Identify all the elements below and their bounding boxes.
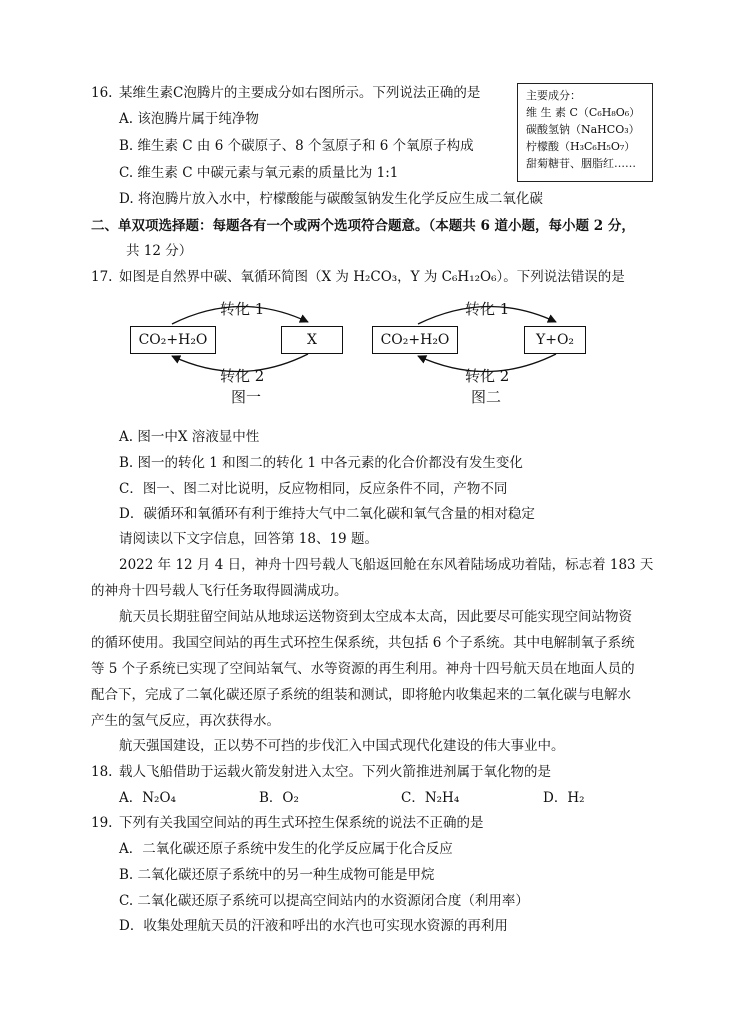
- section2-heading-cont: 共 12 分）: [126, 243, 193, 259]
- q16-option-d: D. 将泡腾片放入水中，柠檬酸能与碳酸氢钠发生化学反应生成二氧化碳: [119, 191, 543, 207]
- q16-option-b: B. 维生素 C 由 6 个碳原子、8 个氢原子和 6 个氧原子构成: [119, 138, 474, 154]
- passage-line-2: 的神舟十四号载人飞行任务取得圆满成功。: [91, 583, 348, 599]
- fig2-caption: 图二: [471, 388, 502, 406]
- q19-stem: 下列有关我国空间站的再生式环控生保系统的说法不正确的是: [119, 815, 484, 831]
- ingredients-title: 主要成分：: [526, 89, 581, 102]
- ingredient-others: 甜菊糖苷、胭脂红……: [526, 157, 636, 170]
- ingredient-sodium-bicarbonate: 碳酸氢钠（NaHCO₃）: [526, 123, 640, 136]
- q19-option-b: B. 二氧化碳还原子系统中的另一种生成物可能是甲烷: [119, 867, 435, 883]
- fig2-label-transform-2: 转化 2: [465, 367, 510, 385]
- section2-heading: 二、单双项选择题：每题各有一个或两个选项符合题意。（本题共 6 道小题，每小题 2 分，: [91, 218, 635, 234]
- q18-stem: 载人飞船借助于运载火箭发射进入太空。下列火箭推进剂属于氧化物的是: [119, 764, 551, 780]
- q18-option-b: B．O₂: [259, 790, 299, 806]
- fig1-label-transform-1: 转化 1: [220, 300, 265, 318]
- q17-option-a: A. 图一中X 溶液显中性: [119, 429, 260, 445]
- passage-line-8: 航天强国建设，正以势不可挡的步伐汇入中国式现代化建设的伟大事业中。: [119, 738, 565, 754]
- fig2-node-y-o2: Y+O₂: [524, 326, 586, 354]
- passage-line-7: 产生的氢气反应，再次获得水。: [91, 713, 280, 729]
- fig1-caption: 图一: [231, 388, 262, 406]
- q16-option-a: A. 该泡腾片属于纯净物: [119, 111, 259, 127]
- q18-option-a: A．N₂O₄: [119, 790, 176, 806]
- passage-line-1: 2022 年 12 月 4 日，神舟十四号载人飞船返回舱在东风着陆场成功着陆，标志着 183 天: [119, 557, 654, 573]
- q18-option-d: D．H₂: [543, 790, 585, 806]
- passage-intro: 请阅读以下文字信息，回答第 18、19 题。: [119, 531, 378, 547]
- fig1-node-co2-h2o: CO₂+H₂O: [130, 326, 216, 354]
- fig2-label-transform-1: 转化 1: [465, 300, 510, 318]
- q17-number: 17.: [91, 269, 113, 285]
- q16-number: 16.: [91, 85, 113, 101]
- fig1-label-transform-2: 转化 2: [220, 367, 265, 385]
- q18-number: 18.: [91, 764, 113, 780]
- q17-stem: 如图是自然界中碳、氧循环简图（X 为 H₂CO₃，Y 为 C₆H₁₂O₆）。下列说法错误的是: [119, 269, 625, 285]
- passage-line-6: 配合下，完成了二氧化碳还原子系统的组装和测试，即将舱内收集起来的二氧化碳与电解水: [91, 687, 631, 703]
- passage-line-5: 等 5 个子系统已实现了空间站氧气、水等资源的再生利用。神舟十四号航天员在地面人员的: [91, 661, 635, 677]
- ingredients-box: [517, 83, 653, 182]
- q16-stem: 某维生素C泡腾片的主要成分如右图所示。下列说法正确的是: [119, 85, 481, 101]
- q17-option-c: C．图一、图二对比说明，反应物相同，反应条件不同，产物不同: [119, 481, 508, 497]
- q19-number: 19.: [91, 815, 113, 831]
- q19-option-c: C. 二氧化碳还原子系统可以提高空间站内的水资源闭合度（利用率）: [119, 893, 529, 909]
- q19-option-a: A．二氧化碳还原子系统中发生的化学反应属于化合反应: [119, 841, 453, 857]
- fig2-node-co2-h2o: CO₂+H₂O: [372, 326, 458, 354]
- q17-option-d: D．碳循环和氧循环有利于维持大气中二氧化碳和氧气含量的相对稳定: [119, 506, 535, 522]
- ingredient-vitamin-c: 维 生 素 C（C₆H₈O₆）: [526, 106, 641, 119]
- passage-line-3: 航天员长期驻留空间站从地球运送物资到太空成本太高，因此要尽可能实现空间站物资: [119, 609, 632, 625]
- q17-option-b: B. 图一的转化 1 和图二的转化 1 中各元素的化合价都没有发生变化: [119, 455, 523, 471]
- q19-option-d: D．收集处理航天员的汗液和呼出的水汽也可实现水资源的再利用: [119, 918, 508, 934]
- ingredient-citric-acid: 柠檬酸（H₃C₆H₅O₇）: [526, 140, 636, 153]
- q16-option-c: C. 维生素 C 中碳元素与氧元素的质量比为 1:1: [119, 165, 399, 181]
- passage-line-4: 的循环使用。我国空间站的再生式环控生保系统，共包括 6 个子系统。其中电解制氧子系统: [91, 635, 635, 651]
- q18-option-c: C．N₂H₄: [401, 790, 460, 806]
- fig1-node-x: X: [281, 326, 343, 354]
